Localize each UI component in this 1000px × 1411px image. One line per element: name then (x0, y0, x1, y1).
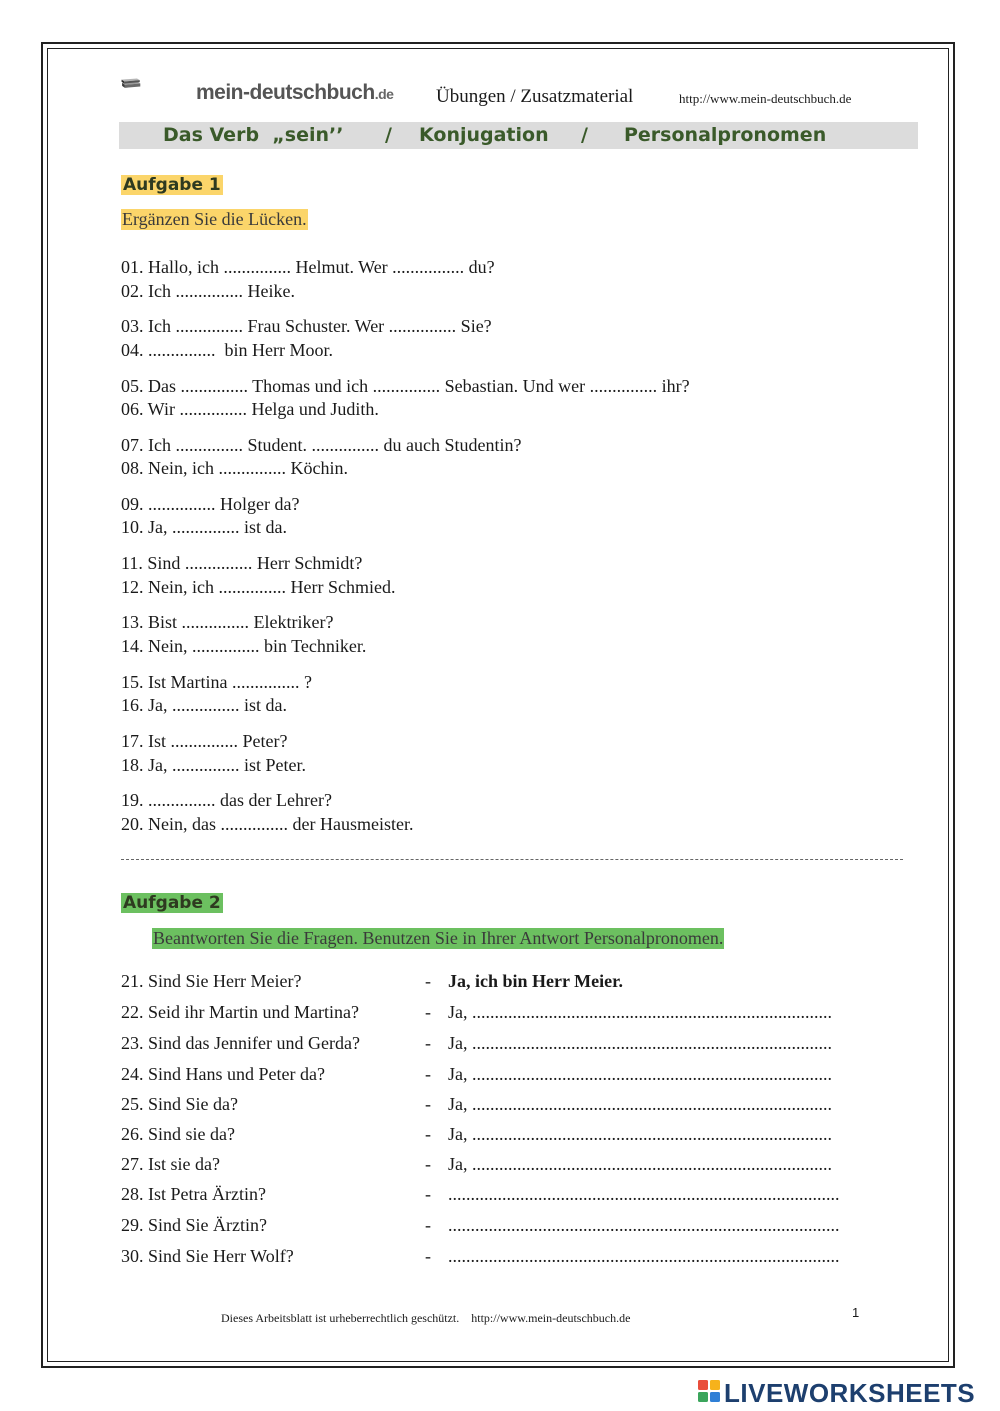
answer-blank[interactable]: ....................................................................................... (448, 1246, 840, 1266)
title-part-verb: Das Verb „sein’’ (163, 124, 344, 146)
answer-dash: - (425, 1124, 431, 1144)
exercise-line: 13. Bist ............... Elektriker? (121, 612, 334, 632)
exercise-line: 19. ............... das der Lehrer? (121, 790, 332, 810)
question-text: 26. Sind sie da? (121, 1124, 235, 1144)
logo-wordmark (196, 81, 393, 105)
liveworksheets-wordmark: LIVEWORKSHEETS (724, 1378, 976, 1408)
answer-dash: - (425, 1215, 431, 1235)
exercise-line: 05. Das ............... Thomas und ich ............... Sebastian. Und wer ............... ihr? (121, 376, 690, 396)
aufgabe-2-heading: Aufgabe 2 (123, 893, 221, 913)
answer-dash: - (425, 1033, 431, 1053)
question-text: 29. Sind Sie Ärztin? (121, 1215, 267, 1235)
answer-blank[interactable]: Ja, ................................................................................ (448, 1033, 832, 1053)
exercise-line: 14. Nein, ............... bin Techniker. (121, 636, 367, 656)
header-url[interactable]: http://www.mein-deutschbuch.de (679, 91, 852, 106)
answer-dash: - (425, 1002, 431, 1022)
question-text: 27. Ist sie da? (121, 1154, 220, 1174)
aufgabe-1-instruction: Ergänzen Sie die Lücken. (122, 209, 307, 229)
question-text: 21. Sind Sie Herr Meier? (121, 971, 302, 991)
answer-dash: - (425, 1154, 431, 1174)
books-logo-icon (121, 62, 201, 106)
answer-dash: - (425, 971, 431, 991)
answer-blank[interactable]: ....................................................................................... (448, 1215, 840, 1235)
logo-main: mein-deutschbuch (196, 81, 375, 104)
title-part-personalpronomen: Personalpronomen (624, 124, 827, 146)
exercise-line: 11. Sind ............... Herr Schmidt? (121, 553, 363, 573)
question-text: 23. Sind das Jennifer und Gerda? (121, 1033, 360, 1053)
answer-blank[interactable]: Ja, ................................................................................ (448, 1094, 832, 1114)
aufgabe-1-heading: Aufgabe 1 (123, 175, 221, 195)
question-text: 22. Seid ihr Martin und Martina? (121, 1002, 359, 1022)
exercise-line: 08. Nein, ich ............... Köchin. (121, 458, 348, 478)
answer-blank[interactable]: Ja, ................................................................................ (448, 1064, 832, 1084)
answer-example: Ja, ich bin Herr Meier. (448, 971, 623, 991)
exercise-line: 03. Ich ............... Frau Schuster. Wer ............... Sie? (121, 316, 492, 336)
exercise-line: 16. Ja, ............... ist da. (121, 695, 287, 715)
aufgabe-2-instruction: Beantworten Sie die Fragen. Benutzen Sie in Ihrer Antwort Personalpronomen. (153, 928, 724, 948)
answer-dash: - (425, 1094, 431, 1114)
exercise-line: 01. Hallo, ich ............... Helmut. Wer ................ du? (121, 257, 495, 277)
section-divider (121, 859, 903, 860)
footer-copyright: Dieses Arbeitsblatt ist urheberrechtlich geschützt. http://www.mein-deutschbuch.de (221, 1311, 631, 1325)
answer-dash: - (425, 1184, 431, 1204)
title-part-konjugation: Konjugation (419, 124, 549, 146)
answer-dash: - (425, 1246, 431, 1266)
header-subtitle: Übungen / Zusatzmaterial (436, 86, 634, 107)
exercise-line: 18. Ja, ............... ist Peter. (121, 755, 306, 775)
exercise-line: 04. ............... bin Herr Moor. (121, 340, 333, 360)
question-text: 24. Sind Hans und Peter da? (121, 1064, 325, 1084)
question-text: 25. Sind Sie da? (121, 1094, 238, 1114)
page-number: 1 (852, 1305, 860, 1320)
exercise-line: 15. Ist Martina ............... ? (121, 672, 312, 692)
answer-blank[interactable]: ....................................................................................... (448, 1184, 840, 1204)
question-text: 30. Sind Sie Herr Wolf? (121, 1246, 294, 1266)
exercise-line: 10. Ja, ............... ist da. (121, 517, 287, 537)
exercise-line: 07. Ich ............... Student. ............... du auch Studentin? (121, 435, 522, 455)
answer-dash: - (425, 1064, 431, 1084)
answer-blank[interactable]: Ja, ................................................................................ (448, 1124, 832, 1144)
exercise-line: 20. Nein, das ............... der Hausmeister. (121, 814, 414, 834)
question-text: 28. Ist Petra Ärztin? (121, 1184, 266, 1204)
answer-blank[interactable]: Ja, ................................................................................ (448, 1002, 832, 1022)
logo-tld: .de (374, 86, 394, 102)
title-separator-1: / (385, 124, 392, 146)
exercise-line: 12. Nein, ich ............... Herr Schmied. (121, 577, 396, 597)
exercise-line: 09. ............... Holger da? (121, 494, 300, 514)
exercise-line: 17. Ist ............... Peter? (121, 731, 288, 751)
exercise-line: 06. Wir ............... Helga und Judith. (121, 399, 379, 419)
title-separator-2: / (581, 124, 588, 146)
page-title (119, 124, 918, 256)
exercise-line: 02. Ich ............... Heike. (121, 281, 295, 301)
liveworksheets-logo-icon (698, 1380, 720, 1402)
answer-blank[interactable]: Ja, ................................................................................ (448, 1154, 832, 1174)
